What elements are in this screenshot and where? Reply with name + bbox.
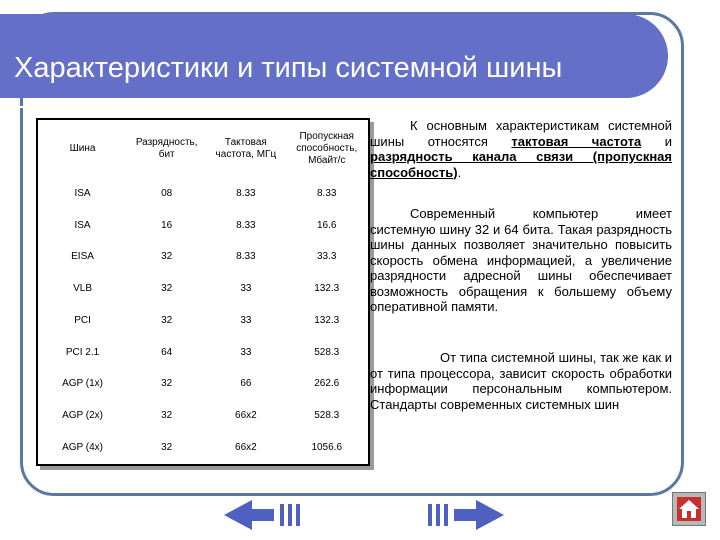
- table-cell: 8.33: [236, 219, 256, 231]
- table-cell: 64: [161, 346, 173, 358]
- home-symbol: [677, 497, 701, 521]
- arrow-right-bar: [436, 504, 440, 526]
- table-cell: 262.6: [314, 378, 340, 390]
- table-cell: ISA: [74, 219, 91, 231]
- table-cell: 33.3: [317, 251, 337, 263]
- table-cell: VLB: [73, 283, 92, 295]
- title-underline: [20, 106, 634, 108]
- table-cell: AGP (1x): [62, 378, 104, 390]
- table-row: [38, 210, 368, 242]
- table-row: [38, 305, 368, 337]
- table-cell: PCI 2.1: [65, 346, 100, 358]
- table-cell: 32: [161, 378, 173, 390]
- table-cell: 66: [240, 378, 252, 390]
- arrow-left-icon[interactable]: [222, 498, 302, 532]
- table-cell: 528.3: [314, 410, 340, 422]
- p1-intro: К основным характеристикам системной шины относятся: [370, 118, 672, 149]
- arrow-right-icon[interactable]: [426, 498, 506, 532]
- p1-and: и: [664, 133, 672, 149]
- header-bandwidth: Пропускная способность, Мбайт/с: [296, 131, 358, 166]
- table-cell: 66x2: [235, 410, 257, 422]
- table-cell: AGP (4x): [62, 442, 104, 454]
- table-cell: 32: [161, 251, 173, 263]
- table-row: [38, 400, 368, 432]
- p3-text: От типа системной шины, так же как и от типа процессора, зависит скорость обработки информации персональным компьютером. Стандарты современных системных шин: [370, 350, 672, 412]
- table-row: [38, 369, 368, 401]
- table-row: [38, 178, 368, 210]
- slide-title: Характеристики и типы системной шины: [14, 52, 563, 84]
- p1-term-frequency: тактовая частота: [511, 133, 642, 149]
- table-cell: 32: [161, 283, 173, 295]
- table-cell: 33: [240, 314, 252, 326]
- header-bus: Шина: [69, 143, 96, 154]
- arrow-right-bar: [428, 504, 432, 526]
- table-cell: 8.33: [236, 251, 256, 263]
- table-row: [38, 273, 368, 305]
- table-cell: PCI: [74, 314, 91, 326]
- table-cell: 32: [161, 410, 173, 422]
- table-cell: 32: [161, 314, 173, 326]
- table-cell: ISA: [74, 187, 91, 199]
- table-cell: 66x2: [235, 442, 257, 454]
- table-row: [38, 432, 368, 464]
- table-cell: 16.6: [317, 219, 337, 231]
- arrow-left-shape: [224, 500, 274, 530]
- arrow-left-bar: [288, 504, 292, 526]
- table-cell: 33: [240, 283, 252, 295]
- table-cell: EISA: [71, 251, 94, 263]
- table-row: [38, 242, 368, 274]
- p1-term-width: разрядность канала связи (пропускная способность): [370, 149, 672, 180]
- paragraph-modern-bus: [370, 206, 672, 315]
- home-icon[interactable]: [672, 492, 706, 526]
- bus-table: [36, 118, 370, 466]
- table-cell: 8.33: [317, 187, 337, 199]
- table-cell: 32: [161, 442, 173, 454]
- arrow-left-bar: [280, 504, 284, 526]
- home-icon-face: [677, 497, 701, 521]
- p2-text: Современный компьютер имеет системную шину 32 и 64 бита. Такая разрядность шины данных позволяет значительно повысить скорость обмена информацией, а увеличение разрядности адресной шины обеспечивает возможность обращения к большему объему оперативной памяти.: [370, 206, 672, 314]
- table-row: [38, 337, 368, 369]
- table-header-row: [38, 120, 368, 178]
- table-cell: 08: [161, 187, 173, 199]
- table-cell: 528.3: [314, 346, 340, 358]
- table-cell: 132.3: [314, 314, 340, 326]
- paragraph-bus-type: [370, 350, 672, 412]
- header-width: Разрядность, бит: [135, 137, 198, 160]
- paragraph-characteristics: [370, 118, 672, 180]
- arrow-left-bar: [296, 504, 300, 526]
- table-cell: 1056.6: [311, 442, 343, 454]
- table-cell: 132.3: [314, 283, 340, 295]
- table-cell: AGP (2x): [62, 410, 104, 422]
- header-frequency: Тактовая частота, МГц: [215, 137, 277, 160]
- arrow-right-bar: [444, 504, 448, 526]
- table-cell: 16: [161, 219, 173, 231]
- p1-end: .: [457, 164, 462, 180]
- table-cell: 8.33: [236, 187, 256, 199]
- table-cell: 33: [240, 346, 252, 358]
- title-bar: [0, 14, 668, 98]
- arrow-right-shape: [454, 500, 504, 530]
